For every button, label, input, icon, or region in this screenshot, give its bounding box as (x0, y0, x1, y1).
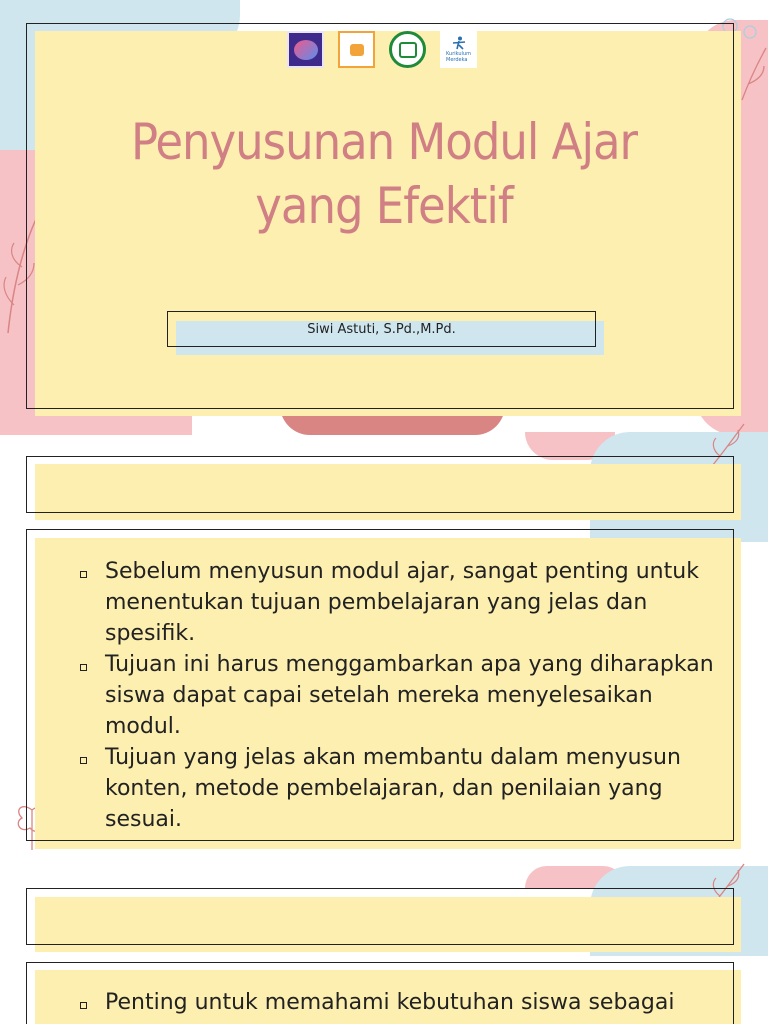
list-item (80, 742, 720, 835)
bullet-square-icon (80, 1002, 87, 1009)
section2-heading-frame (26, 888, 734, 945)
list-item (80, 556, 720, 649)
bullet-text: Tujuan ini harus menggambarkan apa yang diharapkan siswa dapat capai setelah mereka menyelesaikan modul. (105, 652, 714, 739)
logo-merdeka-mengajar-icon (338, 31, 375, 68)
logo-row (287, 31, 479, 69)
logo-kurikulum-merdeka-icon (440, 31, 477, 68)
section2-bullet-list (80, 987, 720, 1018)
list-item (80, 649, 720, 742)
leaf-doodle-icon (738, 44, 768, 104)
logo-platform-circle-icon (389, 31, 426, 68)
bullet-text: Penting untuk memahami kebutuhan siswa sebagai (105, 990, 675, 1015)
title-line-2: yang Efektif (255, 177, 513, 235)
page-title (120, 110, 648, 238)
logo-kurikulum-text: Kurikulum Merdeka (446, 51, 471, 63)
bullet-text: Sebelum menyusun modul ajar, sangat penting untuk menentukan tujuan pembelajaran yang jelas dan spesifik. (105, 559, 699, 646)
title-line-1: Penyusunan Modul Ajar (130, 113, 637, 171)
logo-guru-belajar-icon (287, 31, 324, 68)
section1-bullet-list (80, 556, 720, 835)
section1-heading-frame (26, 456, 734, 513)
author-name: Siwi Astuti, S.Pd.,M.Pd. (307, 322, 456, 337)
bullet-square-icon (80, 757, 87, 764)
bullet-text: Tujuan yang jelas akan membantu dalam menyusun konten, metode pembelajaran, dan penilaian yang sesuai. (105, 745, 681, 832)
bullet-square-icon (80, 664, 87, 671)
list-item (80, 987, 720, 1018)
kurikulum-figure-icon (451, 36, 467, 50)
bullet-square-icon (80, 571, 87, 578)
